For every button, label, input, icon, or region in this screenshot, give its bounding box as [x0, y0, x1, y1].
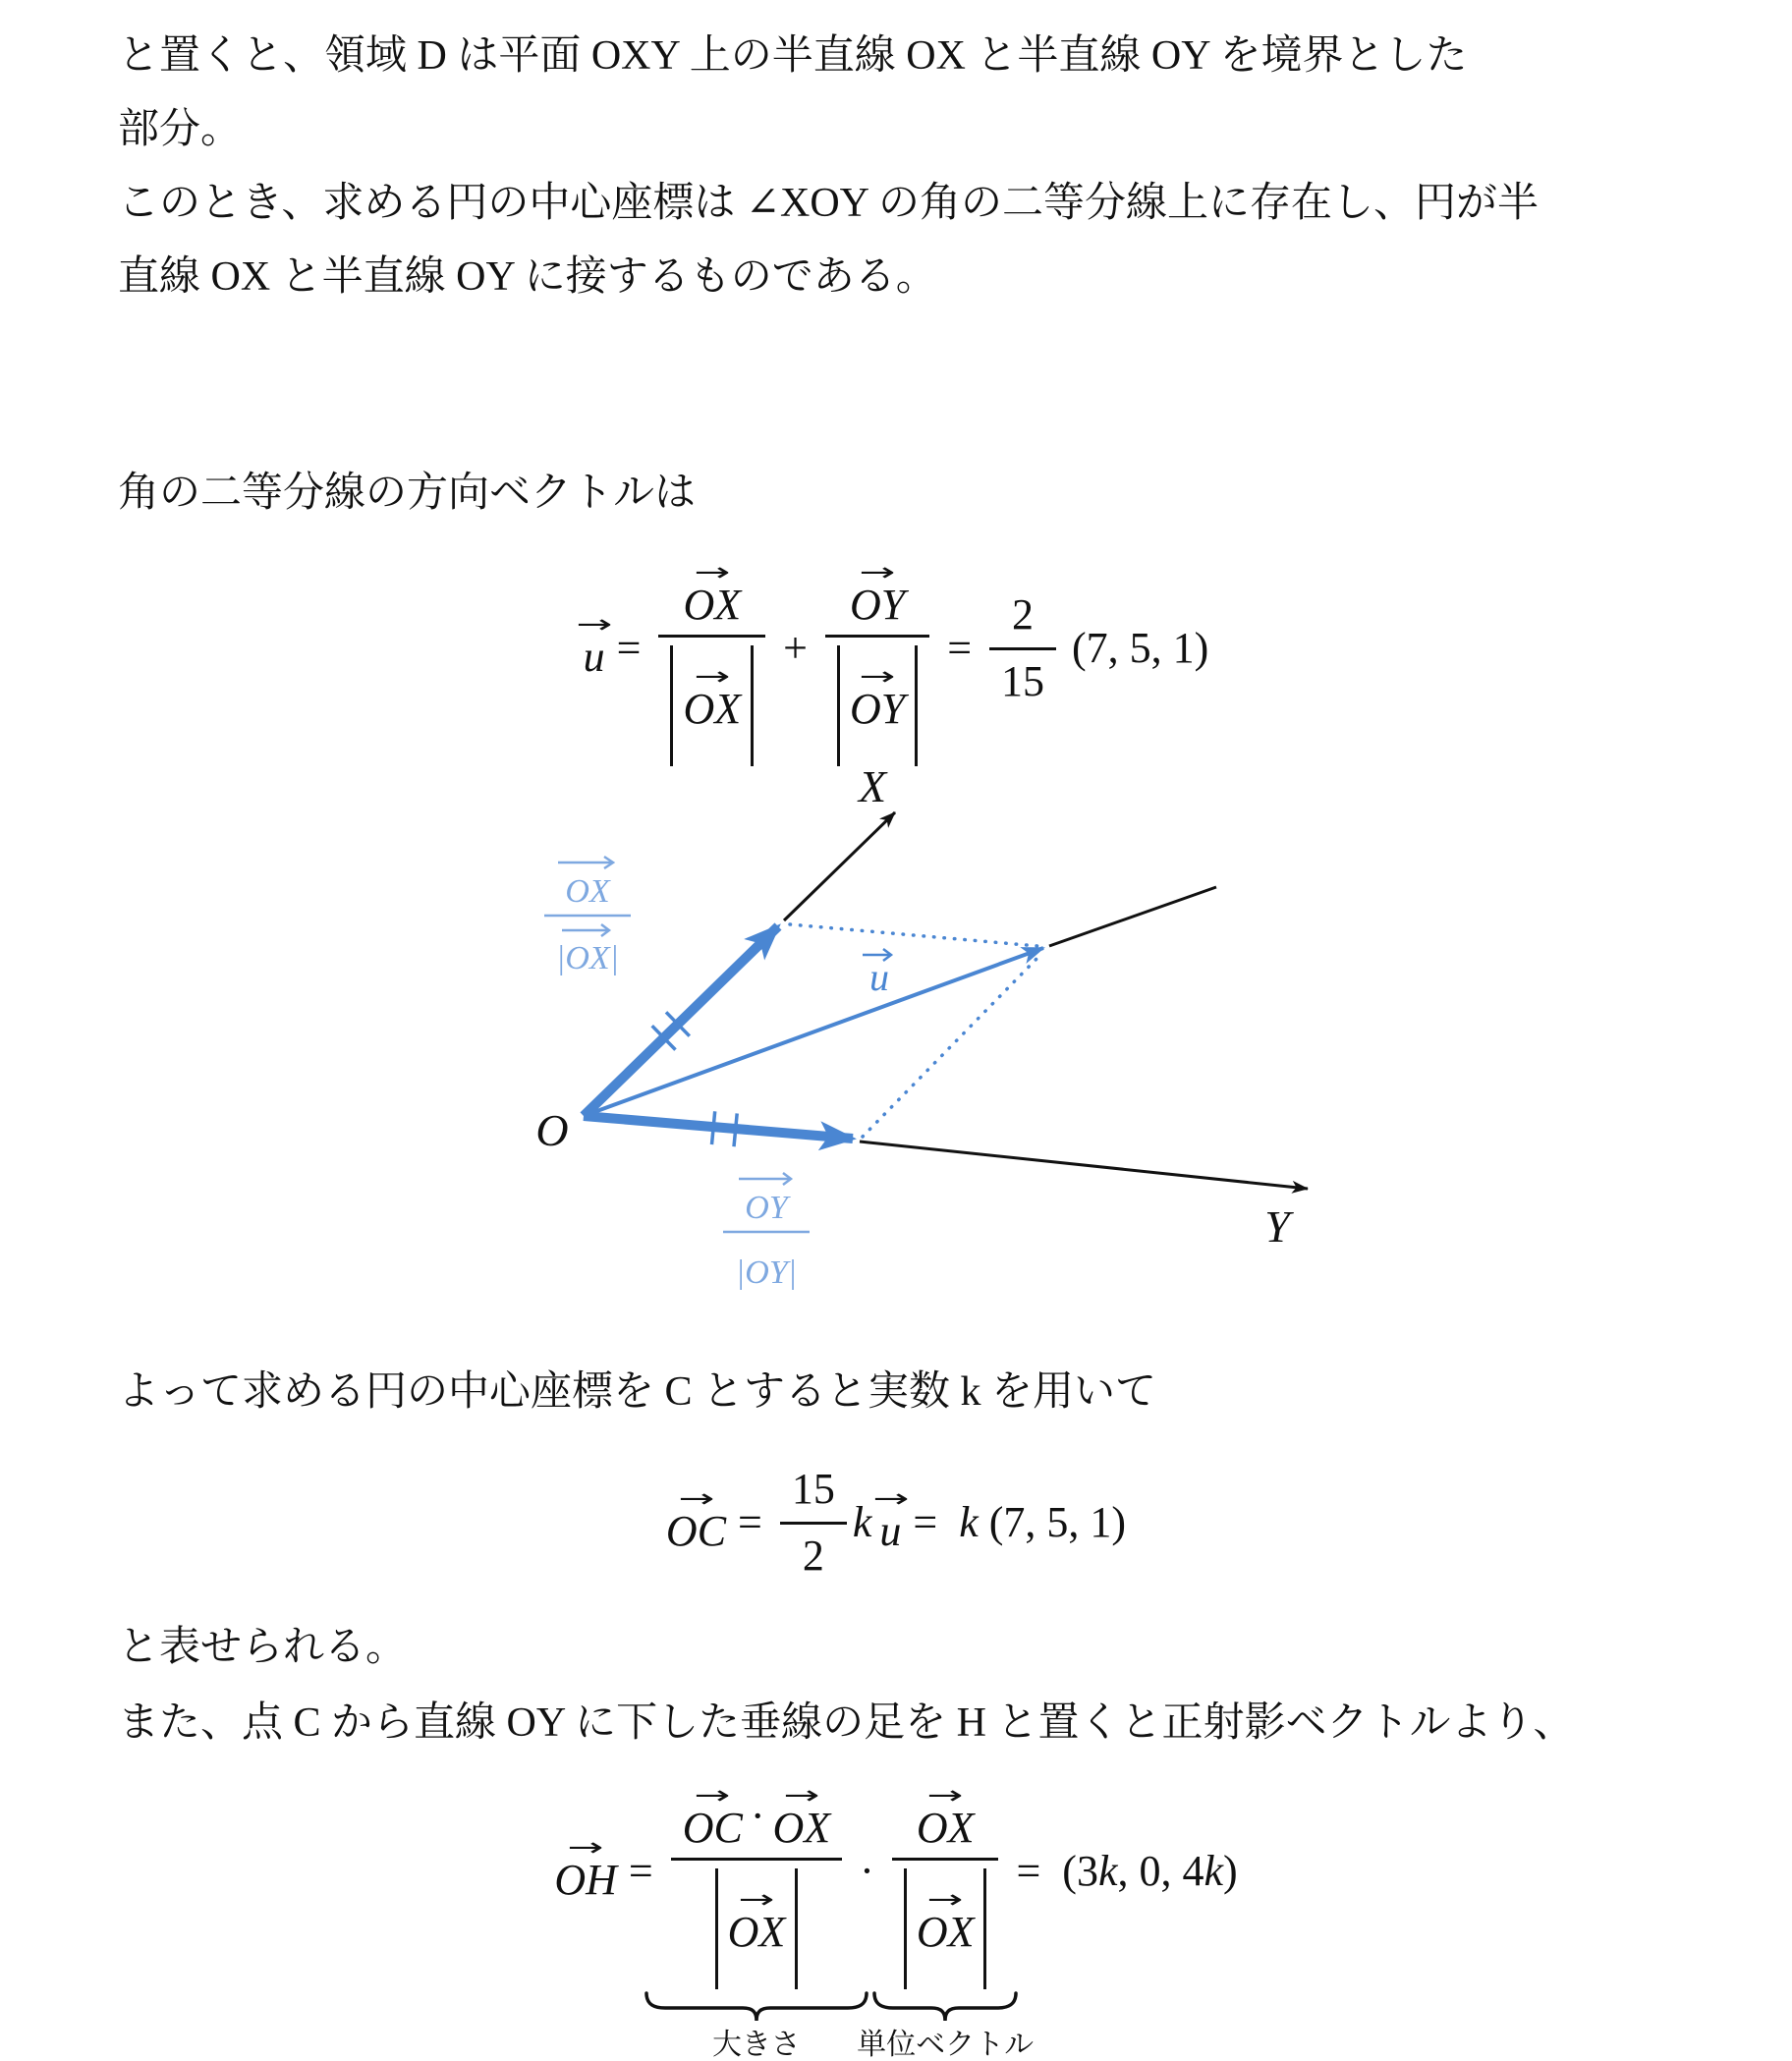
- y-axis-ray: [860, 1142, 1308, 1189]
- text-line: よって求める円の中心座標を C とすると実数 k を用いて: [118, 1369, 1157, 1415]
- paragraph-4: [118, 1356, 1739, 1429]
- vector-ox: → OX: [916, 1781, 975, 1852]
- text-line: このとき、求める円の中心座標は ∠XOY の角の二等分線上に存在し、円が半: [118, 181, 1539, 226]
- origin-label: O: [535, 1105, 569, 1155]
- underbrace-icon: [644, 1991, 869, 2025]
- equation-u: [0, 535, 1792, 761]
- text-line: また、点 C から直線 OY に下した垂線の足を H と置くと正射影ベクトルより、: [118, 1700, 1575, 1746]
- ox-unit-label: [544, 857, 631, 976]
- vector-oh: → OH: [554, 1833, 617, 1904]
- u-vector: [584, 948, 1043, 1116]
- vector-oc: → OC: [665, 1484, 727, 1555]
- paragraph-3: [118, 457, 1739, 530]
- y-label: Y: [1264, 1201, 1290, 1252]
- vector-arrow-icon: →: [871, 1484, 909, 1514]
- vector-components: (3 k , 0, 4 k ): [1062, 1846, 1238, 1895]
- equation-oh: [0, 1781, 1792, 2061]
- fraction-projection: [671, 1781, 842, 1956]
- vector-oc: → OC: [682, 1781, 743, 1852]
- u-label: [863, 949, 891, 999]
- hash-mark: [734, 1113, 737, 1146]
- x-label: X: [858, 761, 887, 811]
- text-line: 直線 OX と半直線 OY に接するものである。: [118, 254, 937, 300]
- hash-mark: [712, 1111, 715, 1144]
- magnitude-term: [665, 1781, 848, 2061]
- vector-arrow-icon: →: [926, 1885, 964, 1915]
- underbrace-icon: [871, 1991, 1019, 2025]
- vector-arrow-icon: →: [677, 1484, 715, 1514]
- vector-arrow-icon: →: [694, 558, 731, 587]
- vector-components: (7, 5, 1): [1072, 623, 1209, 672]
- vector-ox: → OX: [683, 558, 742, 629]
- text-line: 角の二等分線の方向ベクトルは: [118, 471, 697, 516]
- vector-arrow-icon: →: [694, 662, 731, 692]
- vector-arrow-icon: →: [859, 662, 896, 692]
- x-axis-ray: [784, 812, 895, 920]
- paragraph-2: [118, 167, 1739, 314]
- vector-u: [576, 610, 613, 681]
- vector-u: → u: [871, 1484, 909, 1555]
- equation-oc: [0, 1444, 1792, 1601]
- equals-sign: =: [913, 1497, 938, 1546]
- vector-arrow-icon: →: [567, 1833, 604, 1863]
- underbrace-label: 大きさ: [711, 2029, 801, 2061]
- oy-unit-vector: [584, 1116, 853, 1139]
- equals-sign: =: [947, 623, 973, 672]
- fraction-ox-unit: [892, 1781, 999, 1956]
- vector-arrow-icon: →: [926, 1781, 964, 1810]
- bisector-ray: [1049, 887, 1216, 946]
- vector-oy: → OY: [849, 558, 906, 629]
- vector-components: k (7, 5, 1): [959, 1497, 1127, 1546]
- svg-text:u: u: [869, 955, 889, 999]
- fraction-coefficient: $\frac{2}{15}$: [989, 591, 1056, 705]
- plus-sign: +: [783, 623, 808, 672]
- fraction-oy-unit: [825, 558, 929, 733]
- equals-sign: =: [738, 1497, 762, 1546]
- svg-text:|OX|: |OX|: [555, 940, 620, 976]
- svg-text:|OY|: |OY|: [735, 1254, 798, 1291]
- fraction-ox-unit: [658, 558, 765, 733]
- vector-arrow-icon: →: [576, 610, 613, 640]
- vector-ox: → OX: [772, 1781, 831, 1852]
- dot-product-sign: ·: [860, 1846, 874, 1895]
- text-line: 部分。: [118, 107, 243, 152]
- vector-arrow-icon: →: [738, 1885, 775, 1915]
- unit-vector-term: [857, 1781, 1035, 2061]
- vector-diagram: [422, 747, 1375, 1316]
- svg-text:OX: OX: [565, 873, 610, 910]
- fraction-coefficient: $\frac{15}{2}$: [780, 1466, 847, 1580]
- underbrace-label: 単位ベクトル: [857, 2029, 1035, 2061]
- oy-unit-label: [723, 1173, 810, 1291]
- absolute-value: [904, 1868, 987, 1989]
- dot-product-sign: ·: [750, 1791, 765, 1840]
- text-line: と置くと、領域 D は平面 OXY 上の半直線 OX と半直線 OY を境界とした: [118, 33, 1468, 79]
- equals-sign: =: [616, 623, 642, 672]
- equals-sign: =: [1016, 1846, 1041, 1895]
- paragraph-6: [118, 1687, 1739, 1760]
- scalar-k: k: [852, 1497, 872, 1546]
- vector-ox: → OX: [683, 662, 742, 733]
- paragraph-1: [118, 20, 1739, 167]
- vector-arrow-icon: →: [783, 1781, 820, 1810]
- vector-ox: → OX: [916, 1885, 975, 1956]
- absolute-value: [715, 1868, 799, 1989]
- paragraph-5: [118, 1611, 1739, 1685]
- vector-arrow-icon: →: [694, 1781, 731, 1810]
- vector-ox: → OX: [727, 1885, 786, 1956]
- dotted-ox-to-u: [790, 924, 1037, 946]
- text-line: と表せられる。: [118, 1625, 408, 1670]
- math-symbol: u: [583, 633, 605, 681]
- svg-text:OY: OY: [745, 1190, 788, 1226]
- equals-sign: =: [628, 1846, 653, 1895]
- vector-arrow-icon: →: [859, 558, 896, 587]
- vector-oy: → OY: [849, 662, 906, 733]
